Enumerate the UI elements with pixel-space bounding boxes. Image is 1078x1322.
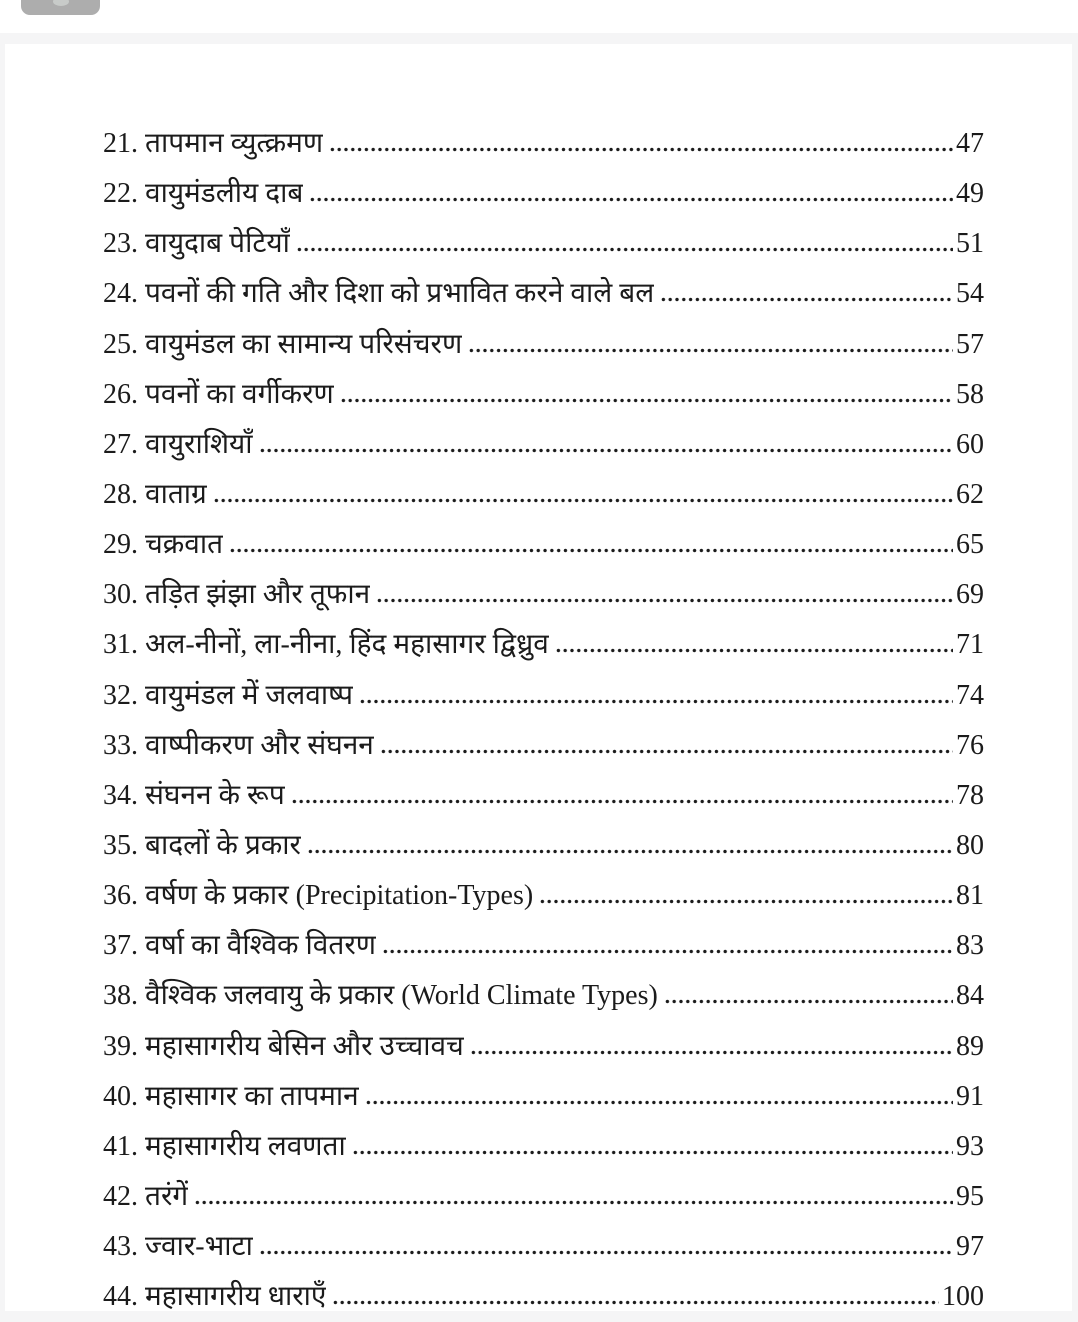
entry-title: पवनों का वर्गीकरण (145, 378, 334, 410)
entry-page: 60 (956, 428, 984, 460)
toc-entry[interactable] (103, 1022, 984, 1072)
entry-number: 37. (103, 930, 138, 962)
dot-leader (382, 949, 953, 954)
entry-page: 93 (956, 1130, 984, 1162)
entry-title: वाष्पीकरण और संघनन (145, 729, 374, 761)
entry-page: 95 (956, 1180, 984, 1212)
dot-leader (213, 498, 953, 503)
entry-number: 21. (103, 128, 138, 159)
entry-title: वर्षा का वैश्विक वितरण (145, 930, 377, 962)
toc-entry[interactable] (103, 1122, 984, 1172)
entry-page: 76 (956, 729, 984, 761)
toc-list (103, 119, 984, 1322)
dot-leader (376, 598, 953, 603)
toolbar-button[interactable] (21, 0, 100, 15)
entry-page: 49 (956, 178, 984, 210)
toc-entry[interactable] (103, 370, 984, 420)
entry-title: वायुमंडल का सामान्य परिसंचरण (145, 328, 463, 360)
dot-leader (307, 849, 953, 854)
toc-entry[interactable] (103, 1272, 984, 1322)
entry-title: चक्रवात (145, 529, 224, 561)
dot-leader (296, 247, 953, 252)
entry-page: 80 (956, 829, 984, 861)
entry-page: 89 (956, 1030, 984, 1062)
entry-page: 83 (956, 930, 984, 962)
entry-page: 65 (956, 529, 984, 561)
entry-title: वायुदाब पेटियाँ (145, 228, 290, 260)
entry-page: 57 (956, 328, 984, 360)
toc-entry[interactable] (103, 821, 984, 871)
entry-title: बादलों के प्रकार (145, 829, 301, 861)
entry-title: महासागरीय धाराएँ (145, 1281, 327, 1313)
dot-leader (539, 899, 953, 904)
entry-page: 54 (956, 278, 984, 310)
entry-number: 33. (103, 729, 138, 761)
entry-page: 51 (956, 228, 984, 260)
dot-leader (291, 799, 953, 804)
entry-title: अल-नीनों, ला-नीना, हिंद महासागर द्विध्रुव (145, 629, 549, 661)
entry-title: तड़ित झंझा और तूफान (145, 579, 371, 611)
dot-leader (365, 1100, 953, 1105)
entry-number: 40. (103, 1080, 138, 1112)
toc-entry[interactable] (103, 570, 984, 620)
dot-leader (229, 548, 953, 553)
entry-title: महासागरीय बेसिन और उच्चावच (145, 1030, 464, 1062)
toc-entry[interactable] (103, 771, 984, 821)
entry-number: 39. (103, 1030, 138, 1062)
toc-entry[interactable] (103, 1072, 984, 1122)
dot-leader (329, 147, 953, 152)
entry-title: वायुमंडल में जलवाष्प (145, 679, 354, 711)
toc-entry[interactable] (103, 269, 984, 319)
entry-page: 47 (956, 128, 984, 159)
entry-page: 71 (956, 629, 984, 661)
entry-number: 24. (103, 278, 138, 310)
entry-title: वायुमंडलीय दाब (145, 178, 304, 210)
document-page (5, 44, 1072, 1311)
dot-leader (352, 1150, 953, 1155)
entry-title: वाताग्र (145, 478, 207, 510)
dot-leader (380, 749, 953, 754)
entry-page: 62 (956, 478, 984, 510)
entry-number: 35. (103, 829, 138, 861)
entry-title: संघनन के रूप (145, 779, 285, 811)
entry-number: 25. (103, 328, 138, 360)
entry-number: 36. (103, 880, 138, 912)
entry-number: 43. (103, 1231, 138, 1263)
toc-entry[interactable] (103, 1172, 984, 1222)
toc-entry[interactable] (103, 971, 984, 1021)
dot-leader (468, 348, 953, 353)
dot-leader (340, 398, 953, 403)
toc-entry[interactable] (103, 671, 984, 721)
entry-number: 41. (103, 1130, 138, 1162)
dot-leader (194, 1200, 953, 1205)
entry-number: 31. (103, 629, 138, 661)
entry-page: 100 (942, 1281, 984, 1313)
entry-page: 84 (956, 980, 984, 1012)
entry-page: 97 (956, 1231, 984, 1263)
entry-page: 91 (956, 1080, 984, 1112)
entry-title: ज्वार-भाटा (145, 1231, 253, 1263)
toc-entry[interactable] (103, 620, 984, 670)
dot-leader (359, 699, 953, 704)
viewer-toolbar (0, 0, 1078, 33)
entry-number: 28. (103, 478, 138, 510)
dot-leader (555, 648, 953, 653)
dot-leader (660, 297, 953, 302)
dot-leader (664, 999, 953, 1004)
toc-entry[interactable] (103, 871, 984, 921)
toc-entry[interactable] (103, 721, 984, 771)
entry-title: महासागरीय लवणता (145, 1130, 346, 1162)
entry-number: 32. (103, 679, 138, 711)
entry-number: 27. (103, 428, 138, 460)
entry-number: 42. (103, 1180, 138, 1212)
entry-number: 29. (103, 529, 138, 561)
toc-entry[interactable] (103, 470, 984, 520)
entry-title: महासागर का तापमान (145, 1080, 359, 1112)
entry-number: 34. (103, 779, 138, 811)
dot-leader (470, 1050, 953, 1055)
entry-page: 81 (956, 880, 984, 912)
dot-leader (259, 1250, 953, 1255)
dot-leader (259, 448, 953, 453)
entry-page: 58 (956, 378, 984, 410)
entry-number: 44. (103, 1281, 138, 1313)
entry-title: पवनों की गति और दिशा को प्रभावित करने वाले बल (145, 278, 655, 310)
entry-page: 74 (956, 679, 984, 711)
toc-entry[interactable] (103, 320, 984, 370)
entry-number: 26. (103, 378, 138, 410)
entry-title: वायुराशियाँ (145, 428, 253, 460)
entry-title: वर्षण के प्रकार (Precipitation-Types) (145, 880, 534, 912)
toc-entry[interactable] (103, 219, 984, 269)
entry-number: 38. (103, 980, 138, 1012)
entry-title: वैश्विक जलवायु के प्रकार (World Climate Types) (145, 980, 658, 1012)
entry-number: 23. (103, 228, 138, 260)
entry-title: तरंगें (145, 1180, 189, 1212)
entry-number: 22. (103, 178, 138, 210)
toc-entry[interactable] (103, 169, 984, 219)
toc-entry[interactable] (103, 520, 984, 570)
dot-leader (309, 197, 953, 202)
circle-notch-icon (53, 0, 69, 6)
toc-entry[interactable] (103, 1222, 984, 1272)
entry-number: 30. (103, 579, 138, 611)
entry-title: तापमान व्युत्क्रमण (145, 128, 324, 159)
toc-entry[interactable] (103, 921, 984, 971)
dot-leader (332, 1300, 939, 1305)
toc-entry[interactable] (103, 420, 984, 470)
entry-page: 78 (956, 779, 984, 811)
toc-entry[interactable] (103, 119, 984, 169)
entry-page: 69 (956, 579, 984, 611)
